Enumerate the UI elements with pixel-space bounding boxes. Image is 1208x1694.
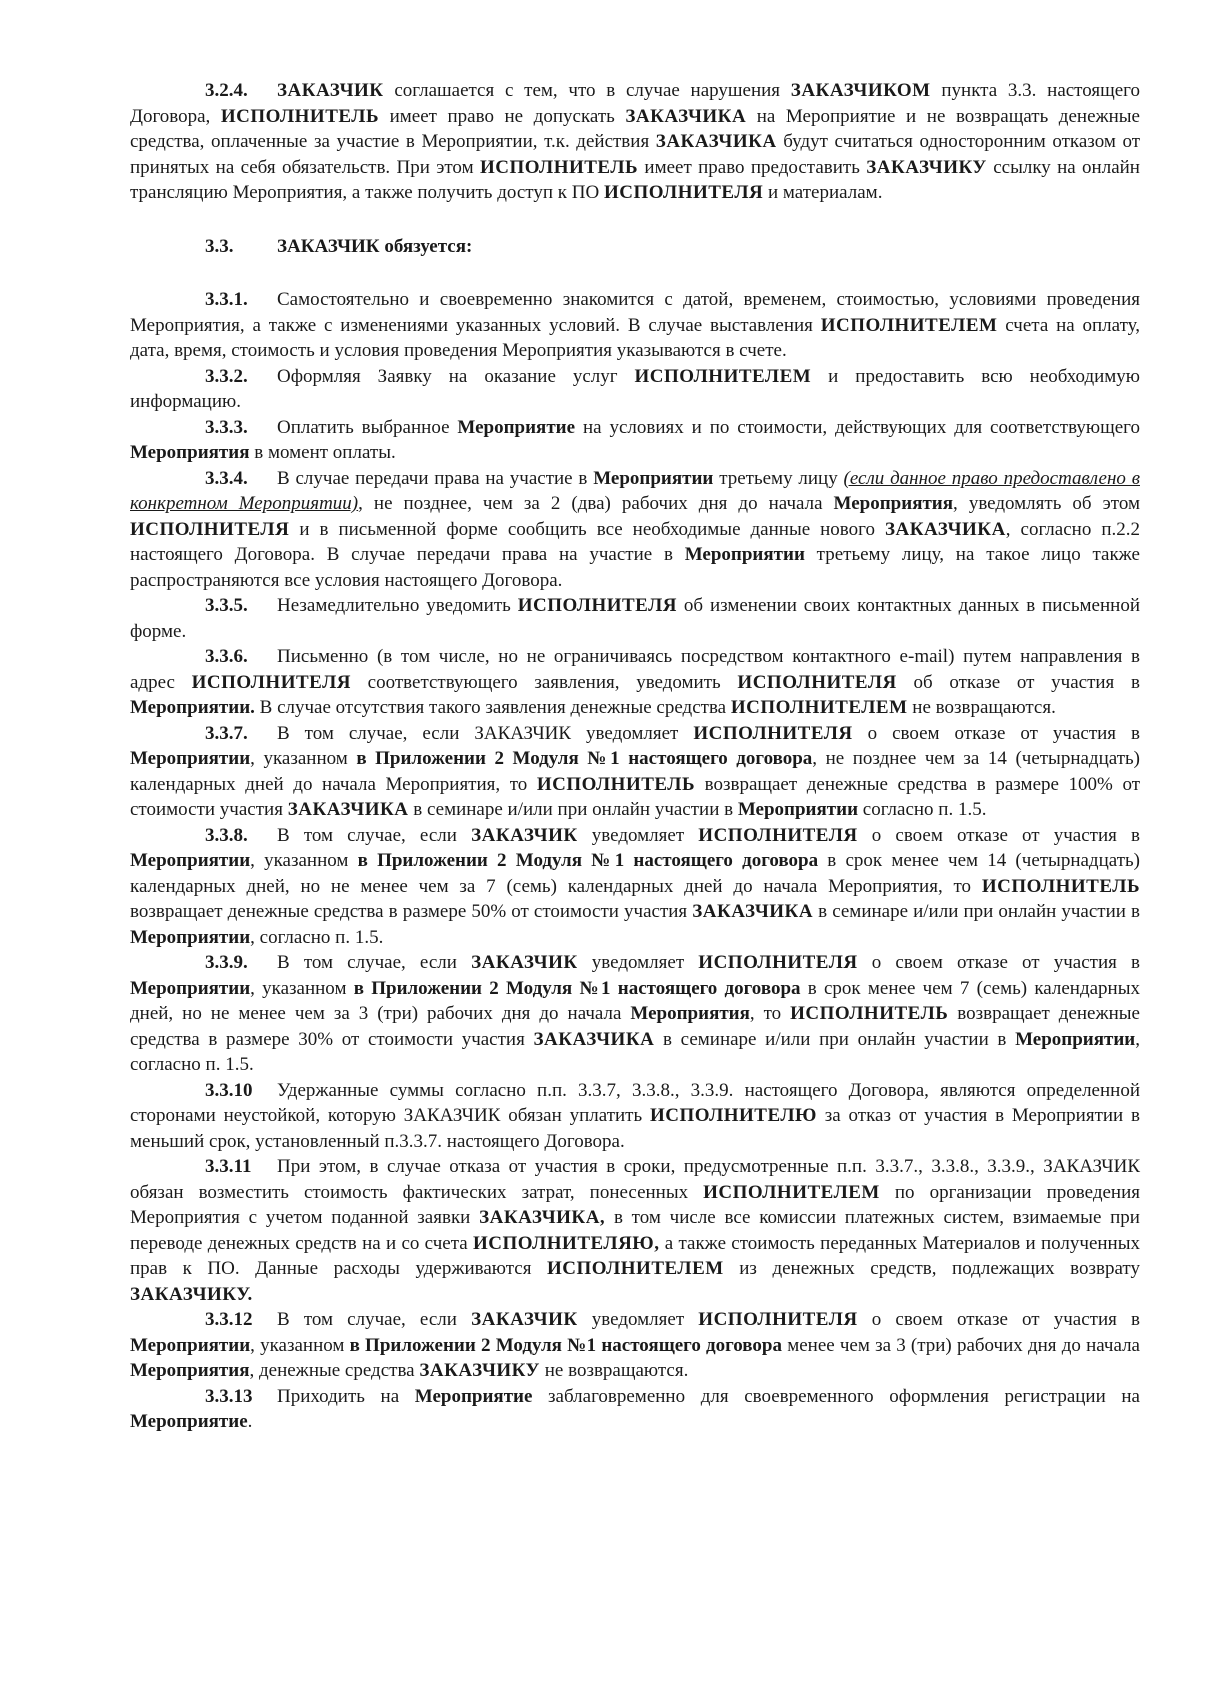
section-heading-3-3 (130, 234, 1140, 260)
clause-number: 3.3.4. (205, 467, 248, 489)
clause-3-3-7: 3.3.7. В том случае, если ЗАКАЗЧИК уведомляет ИСПОЛНИТЕЛЯ о своем отказе от участия в Мероприятии, указанном в Приложении 2 Модуля №1 настоящего договора, не позднее чем за 14 (четырнадцать) календарных дней до начала Мероприятия, то ИСПОЛНИТЕЛЬ возвращает денежные средства в размере 100% от стоимости участия ЗАКАЗЧИКА в семинаре и/или при онлайн участии в Мероприятии согласно п. 1.5. (130, 722, 1141, 820)
clause-3-3-8: 3.3.8. В том случае, если ЗАКАЗЧИК уведомляет ИСПОЛНИТЕЛЯ о своем отказе от участия в Мероприятии, указанном в Приложении 2 Модуля №1 настоящего договора в срок менее чем 14 (четырнадцать) календарных дней, но не менее чем за 7 (семь) календарных дней до начала Мероприятия, то ИСПОЛНИТЕЛЬ возвращает денежные средства в размере 50% от стоимости участия ЗАКАЗЧИКА в семинаре и/или при онлайн участии в Мероприятии, согласно п. 1.5. (130, 824, 1140, 948)
clause-3-3-3: 3.3.3. Оплатить выбранное Мероприятие на условиях и по стоимости, действующих для соответствующего Мероприятия в момент оплаты. (130, 416, 1140, 463)
clause-number: 3.3.13 (205, 1385, 253, 1407)
clause-number: 3.2.4. (205, 80, 248, 101)
clause-3-3-6: 3.3.6. Письменно (в том числе, но не ограничиваясь посредством контактного e-mail) путем направления в адрес ИСПОЛНИТЕЛЯ соответствующего заявления, уведомить ИСПОЛНИТЕЛЯ об отказе от участия в Мероприятии. В случае отсутствия такого заявления денежные средства ИСПОЛНИТЕЛЕМ не возвращаются. (130, 646, 1140, 718)
clause-number: 3.3.2. (205, 365, 248, 387)
clause-3-3-9: 3.3.9. В том случае, если ЗАКАЗЧИК уведомляет ИСПОЛНИТЕЛЯ о своем отказе от участия в Мероприятии, указанном в Приложении 2 Модуля №1 настоящего договора в срок менее чем 7 (семь) календарных дней, но не менее чем за 3 (три) рабочих дня до начала Мероприятия, то ИСПОЛНИТЕЛЬ возвращает денежные средства в размере 30% от стоимости участия ЗАКАЗЧИКА в семинаре и/или при онлайн участии в Мероприятии, согласно п. 1.5. (130, 952, 1140, 1075)
document-page (130, 78, 1140, 1435)
clause-3-3-2: 3.3.2. Оформляя Заявку на оказание услуг ИСПОЛНИТЕЛЕМ и предоставить всю необходимую информацию. (130, 365, 1140, 412)
clause-3-3-5: 3.3.5. Незамедлительно уведомить ИСПОЛНИТЕЛЯ об изменении своих контактных данных в письменной форме. (130, 595, 1140, 642)
clause-3-3-10: 3.3.10 Удержанные суммы согласно п.п. 3.3.7, 3.3.8., 3.3.9. настоящего Договора, являются определенной сторонами неустойкой, которую ЗАКАЗЧИК обязан уплатить ИСПОЛНИТЕЛЮ за отказ от участия в Мероприятии в меньший срок, установленный п.3.3.7. настоящего Договора. (130, 1079, 1140, 1152)
section-number: 3.3. (205, 235, 234, 257)
clause-number: 3.3.11 (205, 1156, 252, 1177)
clause-number: 3.3.1. (205, 289, 248, 310)
clause-number: 3.3.10 (205, 1079, 253, 1101)
section-title: ЗАКАЗЧИК обязуется: (277, 235, 473, 257)
clause-number: 3.3.8. (205, 824, 248, 846)
clause-3-3-11: 3.3.11 При этом, в случае отказа от участия в сроки, предусмотренные п.п. 3.3.7., 3.3.8., 3.3.9., ЗАКАЗЧИК обязан возместить стоимость фактических затрат, понесенных ИСПОЛНИТЕЛЕМ по организации проведения Мероприятия с учетом поданной заявки ЗАКАЗЧИКА, в том числе все комиссии платежных систем, взимаемые при переводе денежных средств на и со счета ИСПОЛНИТЕЛЯЮ, а также стоимость переданных Материалов и полученных прав к ПО. Данные расходы удерживаются ИСПОЛНИТЕЛЕМ из денежных средств, подлежащих возврату ЗАКАЗЧИКУ. (130, 1156, 1141, 1305)
clause-number: 3.3.9. (205, 952, 248, 973)
clause-3-3-4: 3.3.4. В случае передачи права на участие в Мероприятии третьему лицу (если данное право предоставлено в конкретном Мероприятии), не позднее, чем за 2 (два) рабочих дня до начала Мероприятия, уведомлять об этом ИСПОЛНИТЕЛЯ и в письменной форме сообщить все необходимые данные нового ЗАКАЗЧИКА, согласно п.2.2 настоящего Договора. В случае передачи права на участие в Мероприятии третьему лицу, на такое лицо также распространяются все условия настоящего Договора. (130, 467, 1140, 591)
clause-3-3-12: 3.3.12 В том случае, если ЗАКАЗЧИК уведомляет ИСПОЛНИТЕЛЯ о своем отказе от участия в Мероприятии, указанном в Приложении 2 Модуля №1 настоящего договора менее чем за 3 (три) рабочих дня до начала Мероприятия, денежные средства ЗАКАЗЧИКУ не возвращаются. (130, 1309, 1140, 1381)
clause-3-3-1: 3.3.1. Самостоятельно и своевременно знакомится с датой, временем, стоимостью, условиями проведения Мероприятия, а также с изменениями указанных условий. В случае выставления ИСПОЛНИТЕЛЕМ счета на оплату, дата, время, стоимость и условия проведения Мероприятия указываются в счете. (130, 289, 1141, 361)
clause-3-3-13: 3.3.13 Приходить на Мероприятие заблаговременно для своевременного оформления регистрации на Мероприятие. (130, 1385, 1140, 1432)
clause-3-2-4: 3.2.4. ЗАКАЗЧИК соглашается с тем, что в случае нарушения ЗАКАЗЧИКОМ пункта 3.3. настоящего Договора, ИСПОЛНИТЕЛЬ имеет право не допускать ЗАКАЗЧИКА на Мероприятие и не возвращать денежные средства, оплаченные за участие в Мероприятии, т.к. действия ЗАКАЗЧИКА будут считаться односторонним отказом от принятых на себя обязательств. При этом ИСПОЛНИТЕЛЬ имеет право предоставить ЗАКАЗЧИКУ ссылку на онлайн трансляцию Мероприятия, а также получить доступ к ПО ИСПОЛНИТЕЛЯ и материалам. (130, 80, 1140, 203)
clause-number: 3.3.12 (205, 1309, 253, 1330)
clause-number: 3.3.3. (205, 416, 248, 438)
clause-number: 3.3.7. (205, 722, 248, 744)
clause-number: 3.3.6. (205, 646, 248, 667)
clause-number: 3.3.5. (205, 595, 248, 616)
